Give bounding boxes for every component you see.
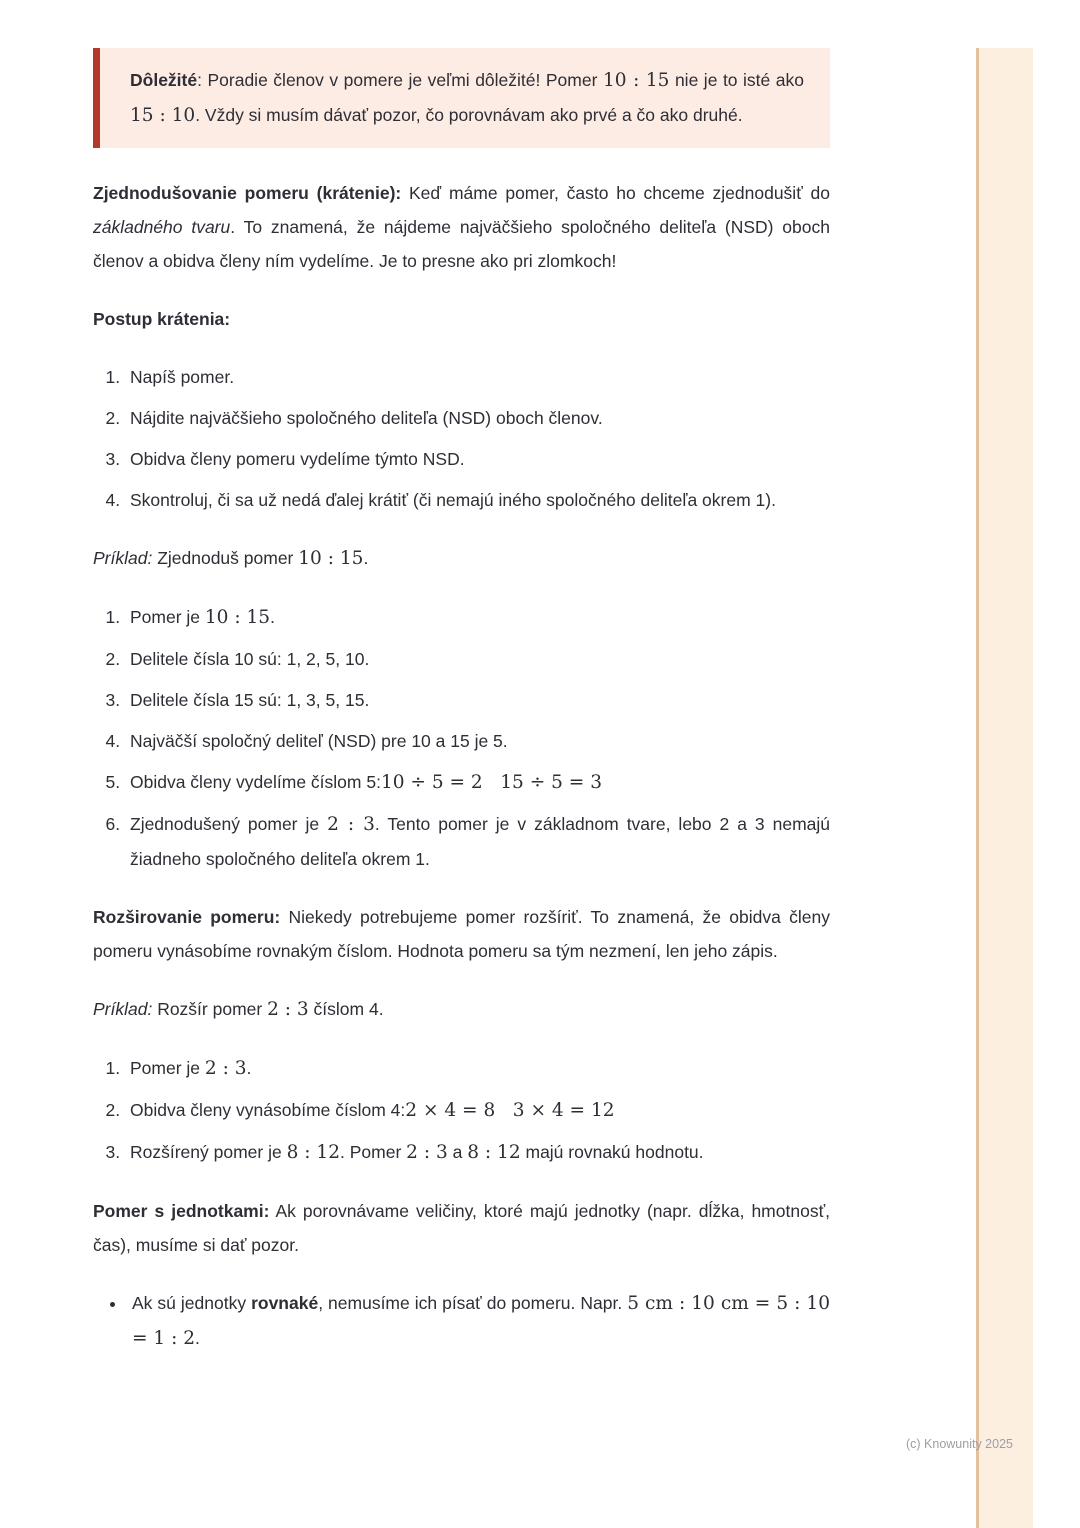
text-segment: Nájdite najväčšieho spoločného deliteľa (NSD) oboch členov. bbox=[130, 408, 603, 428]
text-segment: Niekedy potrebujeme pomer rozšíriť. To znamená, že obidva členy pomeru vynásobíme rovnakým číslom. Hodnota pomeru sa tým nezmení, len jeho zápis. bbox=[93, 907, 830, 961]
math-text: 15 ÷ 5 = 3 bbox=[500, 772, 602, 793]
page-content bbox=[93, 48, 830, 1380]
text-segment: Zjednoduš pomer bbox=[152, 548, 299, 568]
math-text: 2 : 3 bbox=[204, 1058, 247, 1079]
list-item bbox=[125, 483, 830, 517]
text-segment: Obidva členy vynásobíme číslom 4: bbox=[130, 1100, 406, 1120]
math-text: 3 × 4 = 12 bbox=[512, 1100, 615, 1121]
text-segment: , nemusíme ich písať do pomeru. Napr. bbox=[318, 1293, 628, 1313]
paragraph-simplifying-ratio bbox=[93, 176, 830, 278]
math-text: 8 : 12 bbox=[467, 1142, 521, 1163]
math-text: 5 cm : 10 cm = 5 : 10 = 1 : 2 bbox=[132, 1293, 830, 1349]
list-item bbox=[125, 807, 830, 876]
text-segment: . Tento pomer je v základnom tvare, lebo 2 a 3 nemajú žiadneho spoločného deliteľa okrem 1. bbox=[130, 814, 830, 869]
text-segment: : Poradie členov v pomere je veľmi dôležité! Pomer bbox=[197, 70, 603, 90]
math-text: 8 : 12 bbox=[286, 1142, 340, 1163]
list-item bbox=[125, 1135, 830, 1170]
text-segment: rovnaké bbox=[251, 1293, 319, 1313]
text-segment: Delitele čísla 15 sú: 1, 3, 5, 15. bbox=[130, 690, 370, 710]
text-segment: Obidva členy pomeru vydelíme týmto NSD. bbox=[130, 449, 465, 469]
text-segment: Rozšírený pomer je bbox=[130, 1142, 287, 1162]
priklad-1-steps-list bbox=[93, 600, 830, 876]
text-segment: . To znamená, že nájdeme najväčšieho spoločného deliteľa (NSD) oboch členov a obidva členy ním vydelíme. Je to presne ako pri zlomkoch! bbox=[93, 217, 830, 271]
text-segment: . bbox=[195, 1328, 200, 1348]
text-segment: Keď máme pomer, často ho chceme zjednodušiť do bbox=[401, 183, 830, 203]
text-segment: Skontroluj, či sa už nedá ďalej krátiť (či nemajú iného spoločného deliteľa okrem 1). bbox=[130, 490, 776, 510]
text-segment: základného tvaru bbox=[93, 217, 231, 237]
priklad-2-steps-list bbox=[93, 1051, 830, 1170]
math-text: 2 : 3 bbox=[267, 999, 309, 1020]
text-segment: majú rovnakú hodnotu. bbox=[520, 1142, 704, 1162]
math-text: 10 : 15 bbox=[298, 548, 364, 569]
math-text: 2 : 3 bbox=[327, 814, 375, 835]
text-segment: Zjednodušený pomer je bbox=[130, 814, 328, 834]
text-segment: Pomer je bbox=[130, 607, 205, 627]
page-edge-strip bbox=[976, 48, 1033, 1528]
text-segment: Príklad: bbox=[93, 999, 153, 1019]
text-segment: . Vždy si musím dávať pozor, čo porovnávam ako prvé a čo ako druhé. bbox=[195, 105, 743, 125]
units-bullet-list bbox=[93, 1286, 830, 1356]
paragraph-priklad-2 bbox=[93, 992, 830, 1027]
callout-text bbox=[130, 63, 804, 133]
paragraph-priklad-1 bbox=[93, 541, 830, 576]
text-segment: . bbox=[270, 607, 275, 627]
postup-steps-list bbox=[93, 360, 830, 517]
list-item bbox=[125, 724, 830, 758]
text-segment: a bbox=[447, 1142, 468, 1162]
math-text: 10 ÷ 5 = 2 bbox=[380, 772, 483, 793]
heading-postup-kratenia bbox=[93, 302, 830, 336]
text-segment: Pomer s jednotkami: bbox=[93, 1201, 270, 1221]
list-item bbox=[125, 600, 830, 635]
list-item bbox=[125, 642, 830, 676]
list-item bbox=[125, 442, 830, 476]
list-item bbox=[125, 360, 830, 394]
paragraph-expanding-ratio bbox=[93, 900, 830, 968]
text-segment: číslom 4. bbox=[308, 999, 384, 1019]
text-segment: Dôležité bbox=[130, 70, 198, 90]
text-segment: . bbox=[363, 548, 369, 568]
text-segment: Najväčší spoločný deliteľ (NSD) pre 10 a 15 je 5. bbox=[130, 731, 508, 751]
copyright-text: (c) Knowunity 2025 bbox=[905, 1437, 1013, 1451]
text-segment: Rozširovanie pomeru: bbox=[93, 907, 281, 927]
list-item bbox=[127, 1286, 830, 1356]
text-segment: Zjednodušovanie pomeru (krátenie): bbox=[93, 183, 402, 203]
list-item bbox=[125, 765, 830, 800]
text-segment: Ak sú jednotky bbox=[132, 1293, 252, 1313]
text-segment bbox=[483, 772, 501, 792]
text-segment: Príklad: bbox=[93, 548, 153, 568]
list-item bbox=[125, 401, 830, 435]
text-segment: Rozšír pomer bbox=[152, 999, 268, 1019]
text-segment: . Pomer bbox=[340, 1142, 407, 1162]
math-text: 15 : 10 bbox=[130, 105, 196, 126]
text-segment bbox=[495, 1100, 513, 1120]
list-item bbox=[125, 1093, 830, 1128]
important-callout bbox=[93, 48, 830, 148]
text-segment: Ak porovnávame veličiny, ktoré majú jednotky (napr. dĺžka, hmotnosť, čas), musíme si dať pozor. bbox=[93, 1201, 830, 1255]
text-segment: nie je to isté ako bbox=[669, 70, 805, 90]
math-text: 2 : 3 bbox=[406, 1142, 448, 1163]
text-segment: Delitele čísla 10 sú: 1, 2, 5, 10. bbox=[130, 649, 370, 669]
math-text: 2 × 4 = 8 bbox=[405, 1100, 496, 1121]
text-segment: Napíš pomer. bbox=[130, 367, 235, 387]
paragraph-ratio-with-units bbox=[93, 1194, 830, 1262]
list-item bbox=[125, 1051, 830, 1086]
text-segment: . bbox=[246, 1058, 252, 1078]
text-segment: Pomer je bbox=[130, 1058, 205, 1078]
math-text: 10 : 15 bbox=[204, 607, 271, 628]
text-segment: Postup krátenia: bbox=[93, 309, 231, 329]
math-text: 10 : 15 bbox=[602, 70, 670, 91]
text-segment: Obidva členy vydelíme číslom 5: bbox=[130, 772, 381, 792]
list-item bbox=[125, 683, 830, 717]
